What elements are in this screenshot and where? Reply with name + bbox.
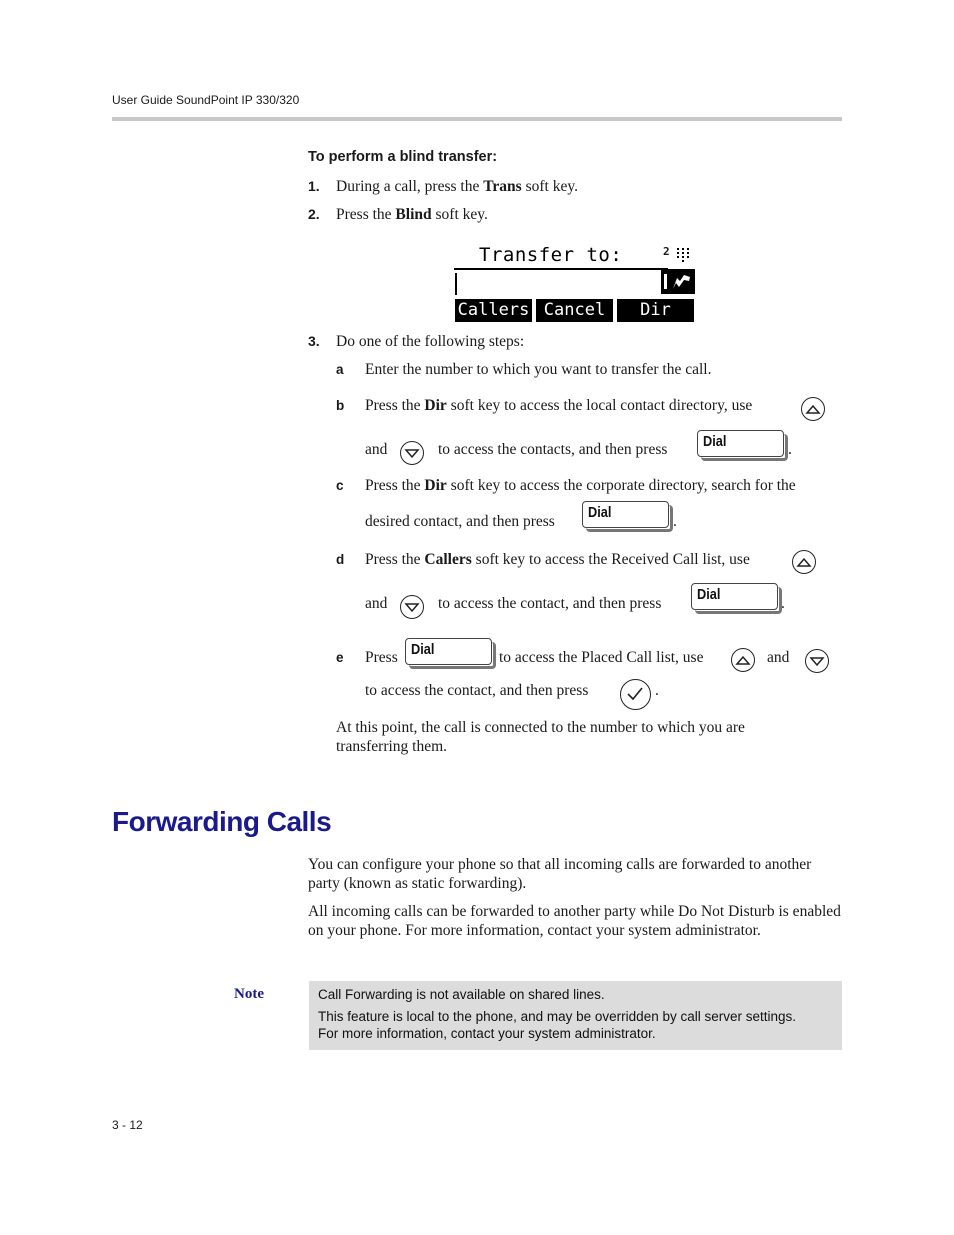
step-text: soft key.: [431, 206, 488, 223]
step-3-text: Do one of the following steps:: [336, 333, 525, 350]
step-number: 1.: [308, 178, 320, 194]
softkey-callers[interactable]: Callers: [455, 299, 532, 322]
softkey-name: Blind: [395, 206, 432, 223]
period: .: [781, 595, 785, 612]
body-paragraph: All incoming calls can be forwarded to another party while Do Not Disturb is enabled on your phone. For more information, contact your system administrator.: [308, 903, 841, 939]
note-line: This feature is local to the phone, and may be overridden by call server settings.: [318, 1009, 797, 1024]
body-paragraph: You can configure your phone so that all incoming calls are forwarded to another party (known as static forwarding).: [308, 856, 812, 892]
period: .: [788, 441, 792, 458]
substep-c-text-2: desired contact, and then press: [365, 513, 555, 530]
dial-key-icon: [697, 430, 788, 461]
substep-letter: d: [336, 552, 345, 567]
softkey-name: Dir: [424, 477, 447, 494]
and-text: and: [365, 595, 388, 612]
page-number: 3 - 12: [112, 1118, 143, 1132]
procedure-title: To perform a blind transfer:: [308, 149, 498, 165]
step-text: Press the: [365, 397, 425, 414]
dial-key-icon: [405, 638, 496, 669]
up-arrow-key-icon: [801, 397, 825, 421]
substep-d-text-2: to access the contact, and then press: [438, 595, 662, 612]
step-text: soft key to access the Received Call list, use: [471, 551, 750, 568]
softkey-name: Trans: [483, 178, 522, 195]
substep-e-text-3: to access the contact, and then press: [365, 682, 589, 699]
dial-key-icon: [582, 501, 673, 532]
step-text: soft key to access the local contact directory, use: [446, 397, 753, 414]
substep-letter: a: [336, 362, 344, 377]
dial-key-icon: [691, 583, 782, 614]
substep-letter: c: [336, 478, 344, 493]
up-arrow-key-icon: [792, 550, 816, 574]
lcd-cursor: [455, 273, 457, 295]
section-heading: Forwarding Calls: [112, 806, 332, 837]
step-text: Press the: [365, 477, 425, 494]
and-text: and: [365, 441, 388, 458]
step-text: Press the: [336, 206, 396, 223]
note-line: Call Forwarding is not available on shared lines.: [318, 987, 605, 1002]
period: .: [673, 513, 677, 530]
step-1-text: [336, 178, 578, 196]
substep-b-text: [365, 397, 752, 415]
note-label: Note: [234, 986, 264, 1002]
line-indicator: 2: [663, 245, 670, 258]
dial-key-label: Dial: [411, 641, 435, 658]
lcd-divider: [454, 268, 668, 270]
dial-key-label: Dial: [697, 586, 721, 603]
softkey-name: Dir: [424, 397, 447, 414]
substep-e-text-2: to access the Placed Call list, use: [499, 649, 704, 666]
substep-b-text-2: to access the contacts, and then press: [438, 441, 668, 458]
running-header: User Guide SoundPoint IP 330/320: [112, 93, 300, 107]
softkey-name: Callers: [424, 551, 472, 568]
down-arrow-key-icon: [400, 595, 424, 619]
softkey-cancel[interactable]: Cancel: [536, 299, 613, 322]
period: .: [655, 682, 659, 699]
substep-c-text: [365, 477, 796, 495]
step-text: soft key.: [521, 178, 578, 195]
step-number: 3.: [308, 333, 320, 349]
header-rule: [112, 117, 842, 121]
step-text: soft key to access the corporate directory, search for the: [446, 477, 796, 494]
down-arrow-key-icon: [400, 441, 424, 465]
step-number: 2.: [308, 206, 320, 222]
phone-lcd-screen: [452, 242, 696, 324]
substep-e-text: Press: [365, 649, 398, 666]
softkey-dir[interactable]: Dir: [617, 299, 694, 322]
up-arrow-key-icon: [731, 648, 755, 672]
step-text: Press the: [365, 551, 425, 568]
down-arrow-key-icon: [805, 649, 829, 673]
step-text: During a call, press the: [336, 178, 484, 195]
substep-letter: e: [336, 650, 344, 665]
note-box: [309, 981, 842, 1050]
lcd-title: Transfer to:: [479, 244, 623, 266]
substep-letter: b: [336, 398, 345, 413]
conclusion-text: At this point, the call is connected to the number to which you are transferring them.: [336, 719, 745, 755]
substep-a-text: Enter the number to which you want to transfer the call.: [365, 361, 712, 378]
and-text: and: [767, 649, 790, 666]
note-line: For more information, contact your system administrator.: [318, 1026, 656, 1041]
substep-d-text: [365, 551, 750, 569]
step-2-text: [336, 206, 488, 224]
keypad-grid-icon: [676, 247, 690, 263]
select-check-key-icon: [620, 679, 651, 710]
dial-key-label: Dial: [703, 433, 727, 450]
dial-key-label: Dial: [588, 504, 612, 521]
line-status-icon: [661, 269, 695, 294]
